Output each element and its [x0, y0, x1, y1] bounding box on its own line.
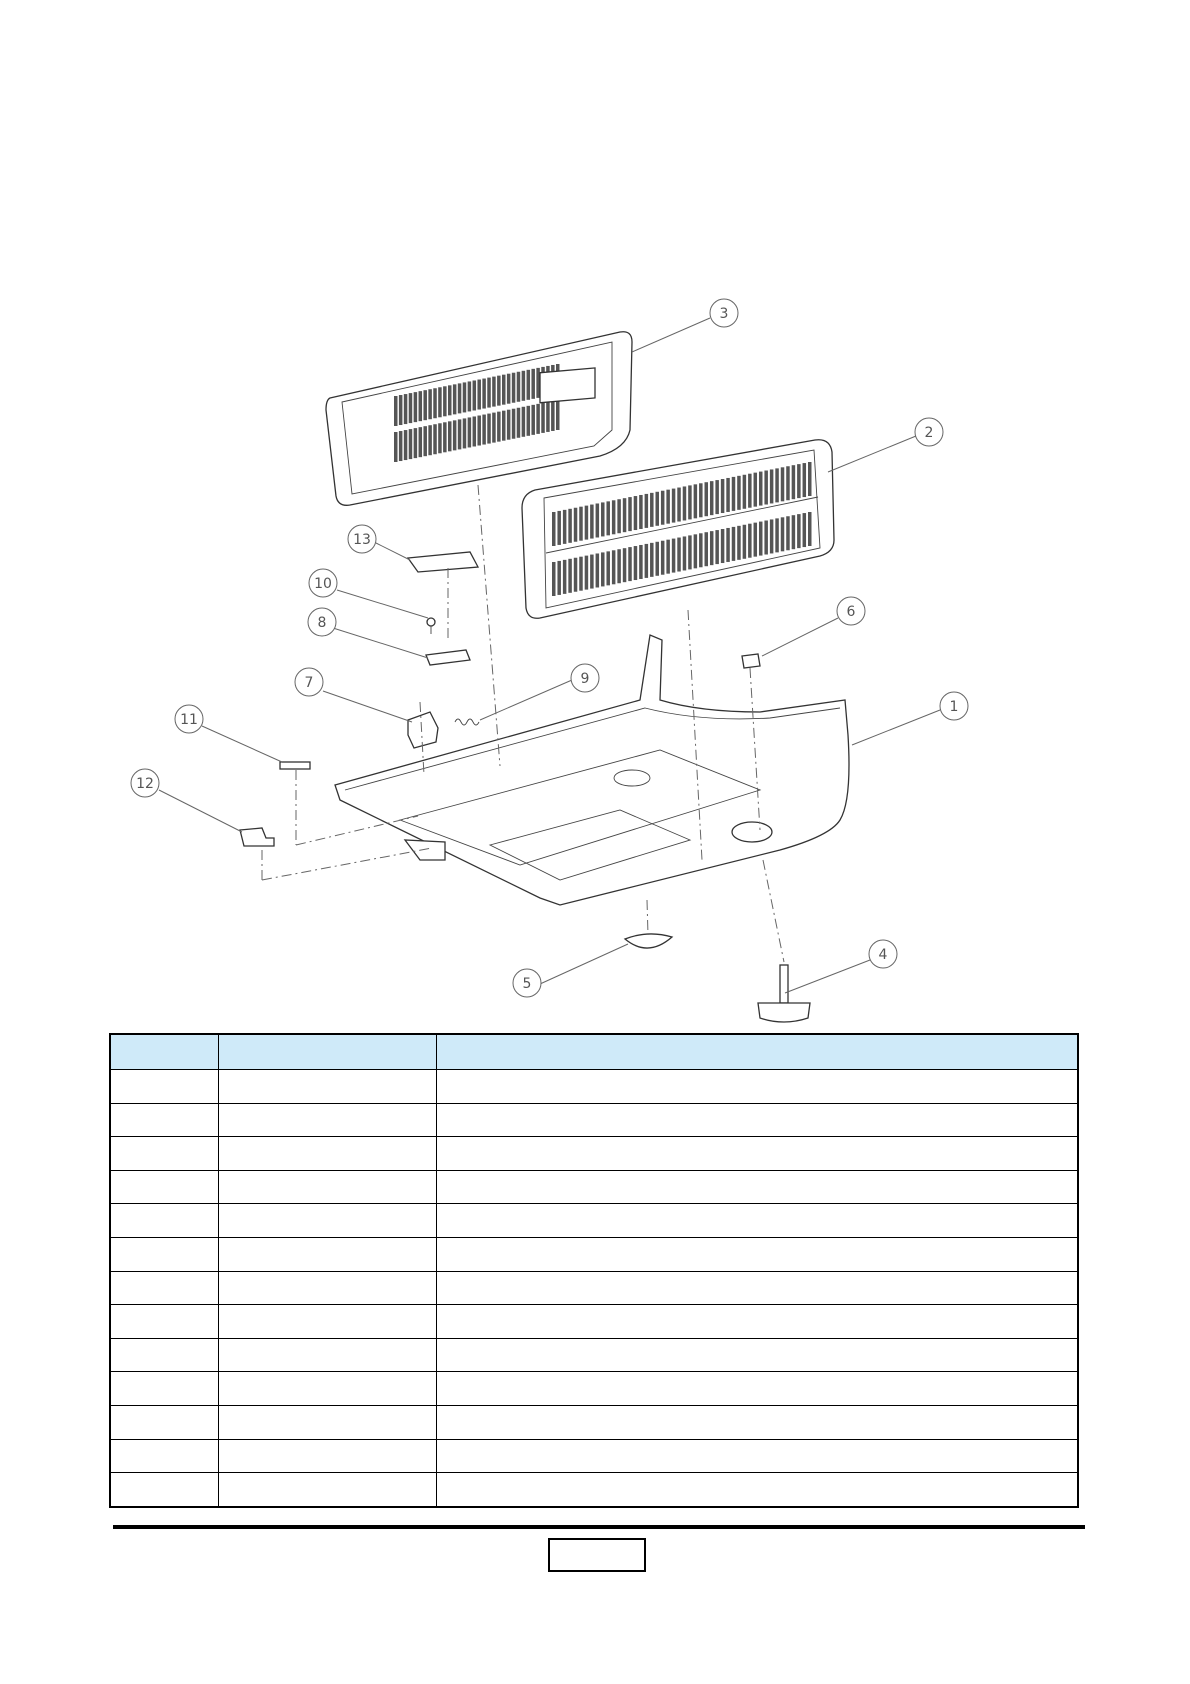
table-cell — [110, 1405, 218, 1439]
vent-slot — [419, 391, 423, 421]
table-cell — [218, 1405, 436, 1439]
vent-slot — [448, 385, 452, 415]
vent-slot — [639, 495, 643, 529]
vent-slot — [404, 394, 408, 424]
svg-text:3: 3 — [719, 306, 729, 322]
vent-slot — [433, 388, 437, 418]
vent-slot — [536, 368, 540, 398]
part-6-clip — [742, 654, 760, 668]
callout-4 — [869, 940, 897, 968]
table-cell — [218, 1338, 436, 1372]
vent-slot — [473, 380, 477, 410]
table-row — [110, 1137, 1078, 1171]
vent-slot — [786, 516, 790, 550]
vent-slot — [590, 505, 594, 539]
table-cell — [110, 1237, 218, 1271]
vent-slot — [502, 411, 506, 441]
vent-slot — [404, 430, 408, 460]
vent-slot — [458, 383, 462, 413]
vent-slot — [428, 389, 432, 419]
table-header-cell — [218, 1034, 436, 1070]
vent-slot — [721, 479, 725, 513]
vent-slot — [759, 472, 763, 506]
part-4-knob — [758, 965, 810, 1022]
vent-slot — [721, 529, 725, 563]
callout-12 — [131, 769, 159, 797]
table-cell — [218, 1103, 436, 1137]
vent-slot — [512, 409, 516, 439]
svg-text:9: 9 — [580, 671, 590, 687]
vent-slot — [574, 508, 578, 542]
vent-slot — [531, 405, 535, 435]
vent-slot — [770, 519, 774, 553]
table-row — [110, 1305, 1078, 1339]
table-cell — [436, 1204, 1078, 1238]
vent-slot — [414, 392, 418, 422]
vent-slot — [655, 492, 659, 526]
vent-slot — [463, 418, 467, 448]
vent-slot — [628, 497, 632, 531]
vent-slot — [688, 535, 692, 569]
vent-slot — [677, 488, 681, 522]
vent-slot — [552, 562, 556, 596]
part-2-filter-grille — [522, 440, 834, 619]
table-cell — [436, 1271, 1078, 1305]
vent-slot — [617, 499, 621, 533]
callout-11 — [175, 705, 203, 733]
vent-slot — [694, 534, 698, 568]
vent-slot — [666, 490, 670, 524]
vent-slot — [612, 500, 616, 534]
table-cell — [218, 1204, 436, 1238]
vent-slot — [770, 469, 774, 503]
vent-slot — [601, 552, 605, 586]
vent-slot — [732, 477, 736, 511]
svg-text:5: 5 — [522, 976, 532, 992]
svg-text:6: 6 — [846, 604, 856, 620]
vent-slot — [522, 407, 526, 437]
vent-slot — [683, 486, 687, 520]
part-10-screw — [427, 618, 435, 634]
vent-slot — [438, 423, 442, 453]
table-cell — [110, 1372, 218, 1406]
vent-slot — [661, 491, 665, 525]
svg-text:12: 12 — [136, 776, 154, 792]
vent-slot — [666, 540, 670, 574]
table-row — [110, 1271, 1078, 1305]
vent-slot — [579, 557, 583, 591]
vent-slot — [683, 536, 687, 570]
vent-slot — [655, 542, 659, 576]
vent-slot — [546, 402, 550, 432]
vent-slot — [781, 517, 785, 551]
table-cell — [110, 1338, 218, 1372]
table-cell — [110, 1137, 218, 1171]
table-cell — [436, 1439, 1078, 1473]
vent-slot — [423, 426, 427, 456]
page-number-box — [548, 1538, 646, 1572]
table-cell — [218, 1473, 436, 1507]
vent-slot — [409, 429, 413, 459]
table-cell — [110, 1439, 218, 1473]
part-8-bracket — [426, 650, 470, 665]
vent-slot — [563, 560, 567, 594]
table-header-row — [110, 1034, 1078, 1070]
table-cell — [218, 1137, 436, 1171]
vent-slot — [477, 380, 481, 410]
vent-slot — [623, 548, 627, 582]
svg-text:11: 11 — [180, 712, 198, 728]
table-row — [110, 1170, 1078, 1204]
svg-text:8: 8 — [317, 615, 327, 631]
table-cell — [436, 1338, 1078, 1372]
vent-slot — [487, 378, 491, 408]
vent-slot — [596, 503, 600, 537]
vent-slot — [661, 541, 665, 575]
vent-slot — [732, 527, 736, 561]
table-row — [110, 1070, 1078, 1104]
vent-slot — [775, 518, 779, 552]
vent-slot — [596, 553, 600, 587]
vent-slot — [497, 376, 501, 406]
vent-slot — [536, 404, 540, 434]
vent-slot — [786, 466, 790, 500]
vent-slot — [423, 390, 427, 420]
table-cell — [110, 1271, 218, 1305]
vent-slot — [628, 547, 632, 581]
vent-slot — [463, 382, 467, 412]
table-row — [110, 1372, 1078, 1406]
vent-slot — [606, 501, 610, 535]
vent-slot — [477, 416, 481, 446]
callout-6 — [837, 597, 865, 625]
vent-slot — [710, 481, 714, 515]
vent-slot — [568, 559, 572, 593]
table-cell — [436, 1103, 1078, 1137]
vent-slot — [473, 416, 477, 446]
table-cell — [436, 1170, 1078, 1204]
vent-slot — [487, 414, 491, 444]
part-13-label — [408, 552, 478, 572]
table-row — [110, 1204, 1078, 1238]
vent-slot — [748, 474, 752, 508]
table-cell — [110, 1070, 218, 1104]
part-7-switch — [408, 712, 438, 748]
table-body — [110, 1070, 1078, 1507]
table-cell — [218, 1170, 436, 1204]
table-row — [110, 1473, 1078, 1507]
vent-slot — [634, 496, 638, 530]
vent-slot — [743, 475, 747, 509]
vent-slot — [775, 468, 779, 502]
vent-slot — [448, 421, 452, 451]
table-cell — [436, 1473, 1078, 1507]
vent-slot — [634, 546, 638, 580]
vent-slot — [585, 556, 589, 590]
vent-slot — [453, 384, 457, 414]
table-cell — [436, 1070, 1078, 1104]
table-cell — [436, 1305, 1078, 1339]
vent-slot — [808, 512, 812, 546]
vent-slot — [468, 417, 472, 447]
table-cell — [436, 1137, 1078, 1171]
vent-slot — [705, 532, 709, 566]
table-cell — [218, 1372, 436, 1406]
callout-13 — [348, 525, 376, 553]
vent-slot — [522, 371, 526, 401]
table-cell — [110, 1170, 218, 1204]
vent-slot — [808, 462, 812, 496]
vent-slot — [557, 561, 561, 595]
vent-slot — [563, 510, 567, 544]
vent-slot — [617, 549, 621, 583]
vent-slot — [443, 386, 447, 416]
vent-slot — [453, 420, 457, 450]
vent-slot — [715, 480, 719, 514]
vent-slot — [754, 523, 758, 557]
vent-slot — [497, 412, 501, 442]
table-row — [110, 1103, 1078, 1137]
callout-10 — [309, 569, 337, 597]
vent-slot — [645, 494, 649, 528]
vent-slot — [710, 531, 714, 565]
vent-slot — [781, 467, 785, 501]
table-cell — [110, 1473, 218, 1507]
table-cell — [110, 1305, 218, 1339]
vent-slot — [468, 381, 472, 411]
vent-slot — [672, 489, 676, 523]
vent-slot — [639, 545, 643, 579]
vent-slot — [797, 464, 801, 498]
vent-slot — [512, 373, 516, 403]
table-cell — [218, 1271, 436, 1305]
svg-text:1: 1 — [949, 699, 959, 715]
table-row — [110, 1237, 1078, 1271]
table-header-cell — [110, 1034, 218, 1070]
callout-5 — [513, 969, 541, 997]
table-cell — [436, 1372, 1078, 1406]
table-row — [110, 1338, 1078, 1372]
vent-slot — [414, 428, 418, 458]
table-cell — [218, 1070, 436, 1104]
svg-text:7: 7 — [304, 675, 314, 691]
table-header-cell — [436, 1034, 1078, 1070]
callout-2 — [915, 418, 943, 446]
parts-table — [109, 1033, 1079, 1508]
callout-8 — [308, 608, 336, 636]
vent-slot — [803, 463, 807, 497]
table-cell — [218, 1439, 436, 1473]
vent-slot — [443, 422, 447, 452]
vent-slot — [527, 370, 531, 400]
part-9-spring — [455, 719, 479, 725]
vent-slot — [568, 509, 572, 543]
table-cell — [110, 1204, 218, 1238]
vent-slot — [552, 512, 556, 546]
vent-slot — [585, 506, 589, 540]
part-3-vent-cover — [326, 332, 632, 506]
part-12-pad — [240, 828, 274, 846]
table-cell — [218, 1237, 436, 1271]
vent-slot — [764, 521, 768, 555]
vent-slot — [672, 539, 676, 573]
vent-slot — [688, 485, 692, 519]
vent-slot — [428, 425, 432, 455]
vent-slot — [677, 538, 681, 572]
vent-slot — [726, 478, 730, 512]
vent-slot — [650, 543, 654, 577]
vent-slot — [492, 377, 496, 407]
part-11-pad — [280, 762, 310, 769]
vent-slot — [531, 369, 535, 399]
vent-slot — [556, 400, 560, 430]
vent-slot — [612, 550, 616, 584]
vent-slot — [541, 403, 545, 433]
vent-slot — [601, 502, 605, 536]
vent-slot — [694, 484, 698, 518]
vent-slot — [458, 419, 462, 449]
vent-slot — [590, 555, 594, 589]
vent-slot — [409, 393, 413, 423]
part-5-foot — [625, 934, 672, 948]
vent-slot — [482, 415, 486, 445]
table-row — [110, 1439, 1078, 1473]
callout-1 — [940, 692, 968, 720]
vent-slot — [699, 483, 703, 517]
vent-slot — [606, 551, 610, 585]
vent-slot — [792, 515, 796, 549]
callout-7 — [295, 668, 323, 696]
vent-slot — [792, 465, 796, 499]
vent-slot — [438, 387, 442, 417]
vent-slot — [645, 544, 649, 578]
table-cell — [110, 1103, 218, 1137]
vent-slot — [803, 513, 807, 547]
table-cell — [436, 1237, 1078, 1271]
vent-slot — [699, 533, 703, 567]
vent-slot — [482, 379, 486, 409]
vent-slot — [517, 408, 521, 438]
footer-rule — [113, 1525, 1085, 1529]
vent-slot — [527, 406, 531, 436]
vent-slot — [705, 482, 709, 516]
vent-slot — [754, 473, 758, 507]
vent-slot — [579, 507, 583, 541]
vent-slot — [797, 514, 801, 548]
vent-slot — [764, 471, 768, 505]
vent-slot — [726, 528, 730, 562]
vent-slot — [743, 525, 747, 559]
table-cell — [218, 1305, 436, 1339]
vent-slot — [551, 401, 555, 431]
vent-slot — [557, 511, 561, 545]
vent-slot — [394, 396, 398, 426]
vent-slot — [419, 427, 423, 457]
vent-slot — [433, 424, 437, 454]
vent-slot — [394, 432, 398, 462]
vent-slot — [517, 372, 521, 402]
svg-text:10: 10 — [314, 576, 332, 592]
vent-slot — [623, 498, 627, 532]
vent-slot — [492, 413, 496, 443]
vent-slot — [737, 526, 741, 560]
table-row — [110, 1405, 1078, 1439]
vent-slot — [507, 410, 511, 440]
vent-slot — [759, 522, 763, 556]
table-cell — [436, 1405, 1078, 1439]
vent-slot — [715, 530, 719, 564]
svg-text:4: 4 — [878, 947, 888, 963]
vent-slot — [502, 375, 506, 405]
vent-slot — [737, 476, 741, 510]
vent-slot — [399, 395, 403, 425]
vent-slot — [399, 431, 403, 461]
vent-slot — [650, 493, 654, 527]
vent-slot — [748, 524, 752, 558]
vent-slot — [507, 374, 511, 404]
callout-9 — [571, 664, 599, 692]
svg-text:2: 2 — [924, 425, 934, 441]
vent-slot — [574, 558, 578, 592]
callout-3 — [710, 299, 738, 327]
svg-text:13: 13 — [353, 532, 371, 548]
